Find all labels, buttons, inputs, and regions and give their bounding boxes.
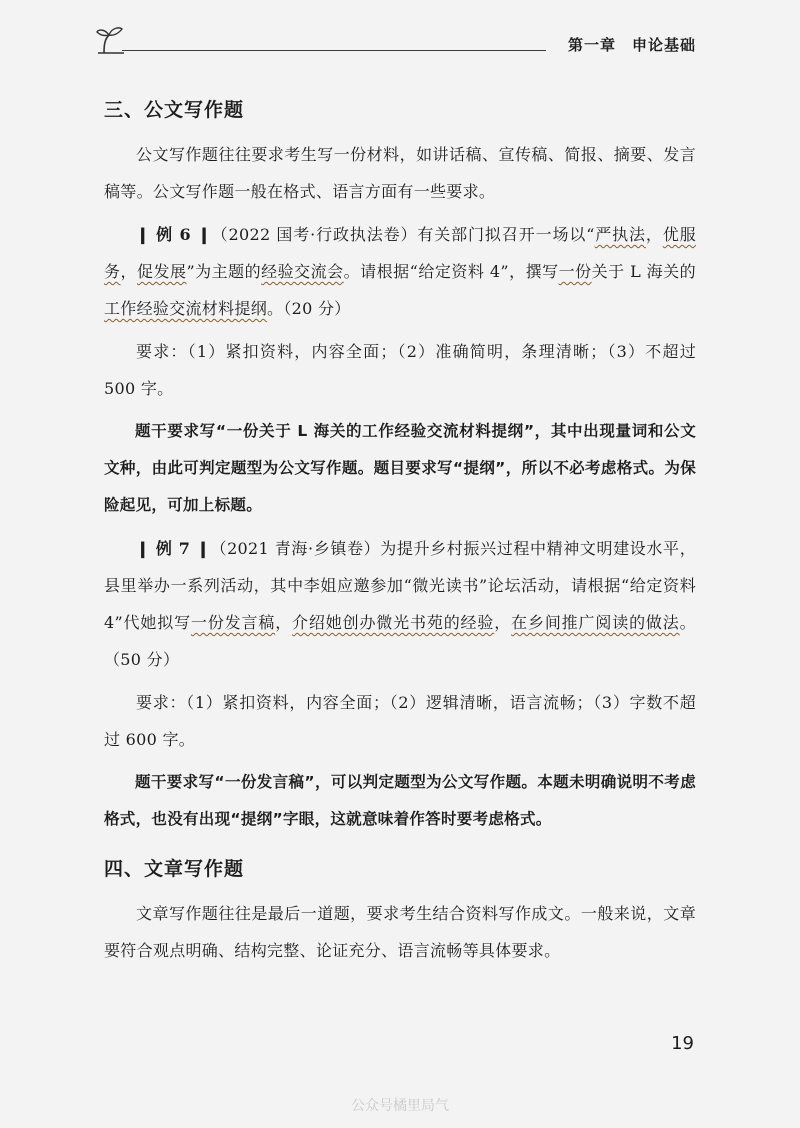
section-heading-3: 三、公文写作题 <box>104 99 245 121</box>
page-header <box>96 20 696 60</box>
example-6-label: ❙ 例 6 ❙ <box>136 225 212 244</box>
watermark: 公众号橘里局气 <box>351 1098 449 1114</box>
page-number: 19 <box>671 1033 694 1054</box>
page-content <box>104 95 696 969</box>
chapter-title <box>552 34 696 55</box>
example-7-label: ❙ 例 7 ❙ <box>136 539 211 558</box>
section-4-intro: 文章写作题往往是最后一道题，要求考生结合资料写作成文。一般来说，文章要符合观点明确、结构完整、论证充分、语言流畅等具体要求。 <box>104 904 696 960</box>
example-7: ❙ 例 7 ❙（2021 青海·乡镇卷）为提升乡村振兴过程中精神文明建设水平，县里举办一系列活动，其中李姐应邀参加“微光读书”论坛活动，请根据“给定资料 4”代她拟写一份发言稿，介绍她创办微光书苑的经验，在乡间推广阅读的做法。（50 分） <box>104 539 696 669</box>
section-3-intro: 公文写作题往往要求考生写一份材料，如讲话稿、宣传稿、简报、摘要、发言稿等。公文写作题一般在格式、语言方面有一些要求。 <box>104 145 696 201</box>
example-7-analysis: 题干要求写“一份发言稿”，可以判定题型为公文写作题。本题未明确说明不考虑格式，也没有出现“提纲”字眼，这就意味着作答时要考虑格式。 <box>104 773 696 828</box>
example-6-requirements: 要求：（1）紧扣资料，内容全面；（2）准确简明，条理清晰；（3）不超过 500 字。 <box>104 342 696 398</box>
section-heading-4: 四、文章写作题 <box>104 858 245 880</box>
example-7-requirements: 要求：（1）紧扣资料，内容全面；（2）逻辑清晰，语言流畅；（3）字数不超过 600 字。 <box>104 693 696 749</box>
header-rule <box>122 50 546 51</box>
chapter-name: 申论基础 <box>631 36 696 54</box>
chapter-number: 第一章 <box>567 36 616 54</box>
example-6-analysis: 题干要求写“一份关于 L 海关的工作经验交流材料提纲”，其中出现量词和公文文种，由此可判定题型为公文写作题。题目要求写“提纲”，所以不必考虑格式。为保险起见，可加上标题。 <box>104 422 696 514</box>
example-6: ❙ 例 6 ❙（2022 国考·行政执法卷）有关部门拟召开一场以“严执法，优服务，促发展”为主题的经验交流会。请根据“给定资料 4”，撰写一份关于 L 海关的工作经验交流材料提纲。（20 分） <box>104 225 696 318</box>
